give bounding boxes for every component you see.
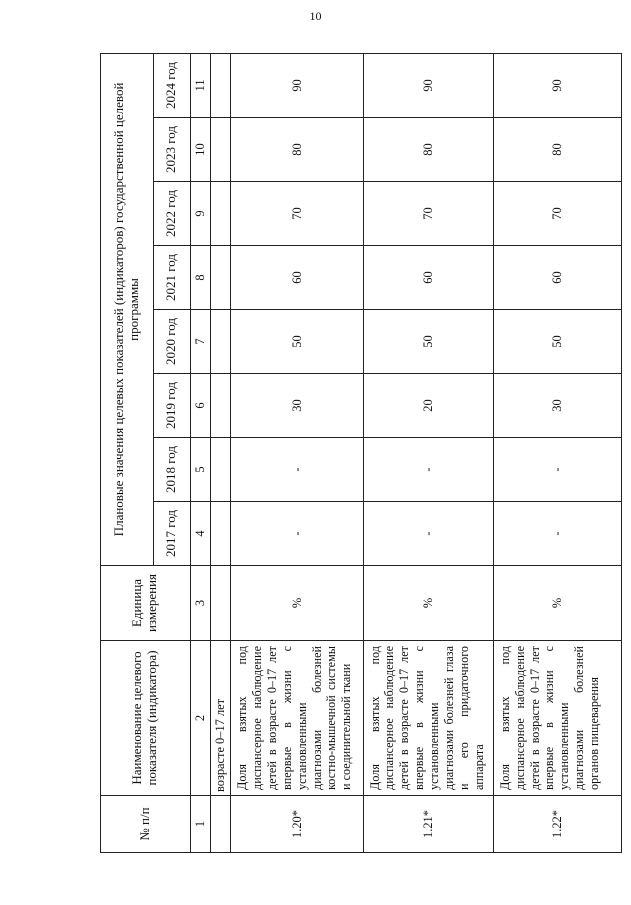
row-value: 60	[363, 246, 493, 310]
row-unit: %	[363, 566, 493, 641]
column-number: 3	[190, 566, 210, 641]
header-year: 2024 год	[153, 53, 190, 117]
row-value: -	[363, 502, 493, 566]
row-value: 30	[231, 374, 363, 438]
table-row	[493, 53, 621, 852]
header-year: 2019 год	[153, 374, 190, 438]
header-num: № п/п	[101, 796, 191, 853]
column-number: 11	[190, 53, 210, 117]
continuation-num-cell	[210, 796, 230, 853]
column-number: 1	[190, 796, 210, 853]
column-number-row	[190, 53, 210, 852]
empty-cell	[210, 502, 230, 566]
column-number: 7	[190, 310, 210, 374]
column-number: 10	[190, 118, 210, 182]
header-plan: Плановые значения целевых показателей (индикаторов) государственной целевой программы	[101, 53, 154, 565]
row-value: 90	[493, 53, 621, 117]
row-id: 1.21*	[363, 796, 493, 853]
column-number: 4	[190, 502, 210, 566]
row-value: -	[493, 438, 621, 502]
empty-cell	[210, 438, 230, 502]
empty-cell	[210, 53, 230, 117]
header-year: 2020 год	[153, 310, 190, 374]
column-number: 2	[190, 641, 210, 796]
header-year: 2017 год	[153, 502, 190, 566]
empty-cell	[210, 118, 230, 182]
row-value: 90	[231, 53, 363, 117]
page-number: 10	[309, 9, 322, 23]
row-value: 60	[493, 246, 621, 310]
header-year: 2023 год	[153, 118, 190, 182]
column-number: 9	[190, 182, 210, 246]
row-value: 60	[231, 246, 363, 310]
column-number: 8	[190, 246, 210, 310]
row-value: 90	[363, 53, 493, 117]
column-number: 5	[190, 438, 210, 502]
header-year: 2018 год	[153, 438, 190, 502]
row-id: 1.22*	[493, 796, 621, 853]
empty-cell	[210, 310, 230, 374]
row-id: 1.20*	[231, 796, 363, 853]
table-row	[231, 53, 363, 852]
empty-cell	[210, 182, 230, 246]
row-value: -	[493, 502, 621, 566]
row-value: 70	[493, 182, 621, 246]
row-value: -	[363, 438, 493, 502]
row-value: 50	[363, 310, 493, 374]
column-number: 6	[190, 374, 210, 438]
row-value: 50	[493, 310, 621, 374]
row-value: -	[231, 438, 363, 502]
row-value: 70	[231, 182, 363, 246]
rotated-table-wrapper	[100, 53, 622, 853]
row-unit: %	[231, 566, 363, 641]
header-row-1	[101, 53, 154, 852]
row-value: 30	[493, 374, 621, 438]
row-value: 80	[493, 118, 621, 182]
row-value: 70	[363, 182, 493, 246]
row-name: Доля взятых под диспансерное наблюдение детей в возрасте 0–17 лет впервые в жизни с установленными диагнозами болезней костно-мышечной системы и соединительной ткани	[231, 641, 363, 796]
table-row	[363, 53, 493, 852]
continuation-row	[210, 53, 230, 852]
row-value: -	[231, 502, 363, 566]
header-name: Наименование целевого показателя (индикатора)	[101, 641, 191, 796]
empty-cell	[210, 374, 230, 438]
row-unit: %	[493, 566, 621, 641]
header-year: 2021 год	[153, 246, 190, 310]
row-value: 20	[363, 374, 493, 438]
empty-cell	[210, 566, 230, 641]
header-year: 2022 год	[153, 182, 190, 246]
row-value: 50	[231, 310, 363, 374]
indicator-table	[100, 53, 622, 853]
header-unit: Единица измерения	[101, 566, 191, 641]
empty-cell	[210, 246, 230, 310]
row-name: Доля взятых под диспансерное наблюдение детей в возрасте 0–17 лет впервые в жизни с установленными диагнозами болезней органов пищеварения	[493, 641, 621, 796]
row-name: Доля взятых под диспансерное наблюдение детей в возрасте 0–17 лет впервые в жизни с установленными диагнозами болезней глаза и его придаточного аппарата	[363, 641, 493, 796]
row-value: 80	[363, 118, 493, 182]
row-value: 80	[231, 118, 363, 182]
continuation-text: возрасте 0–17 лет	[210, 641, 230, 796]
